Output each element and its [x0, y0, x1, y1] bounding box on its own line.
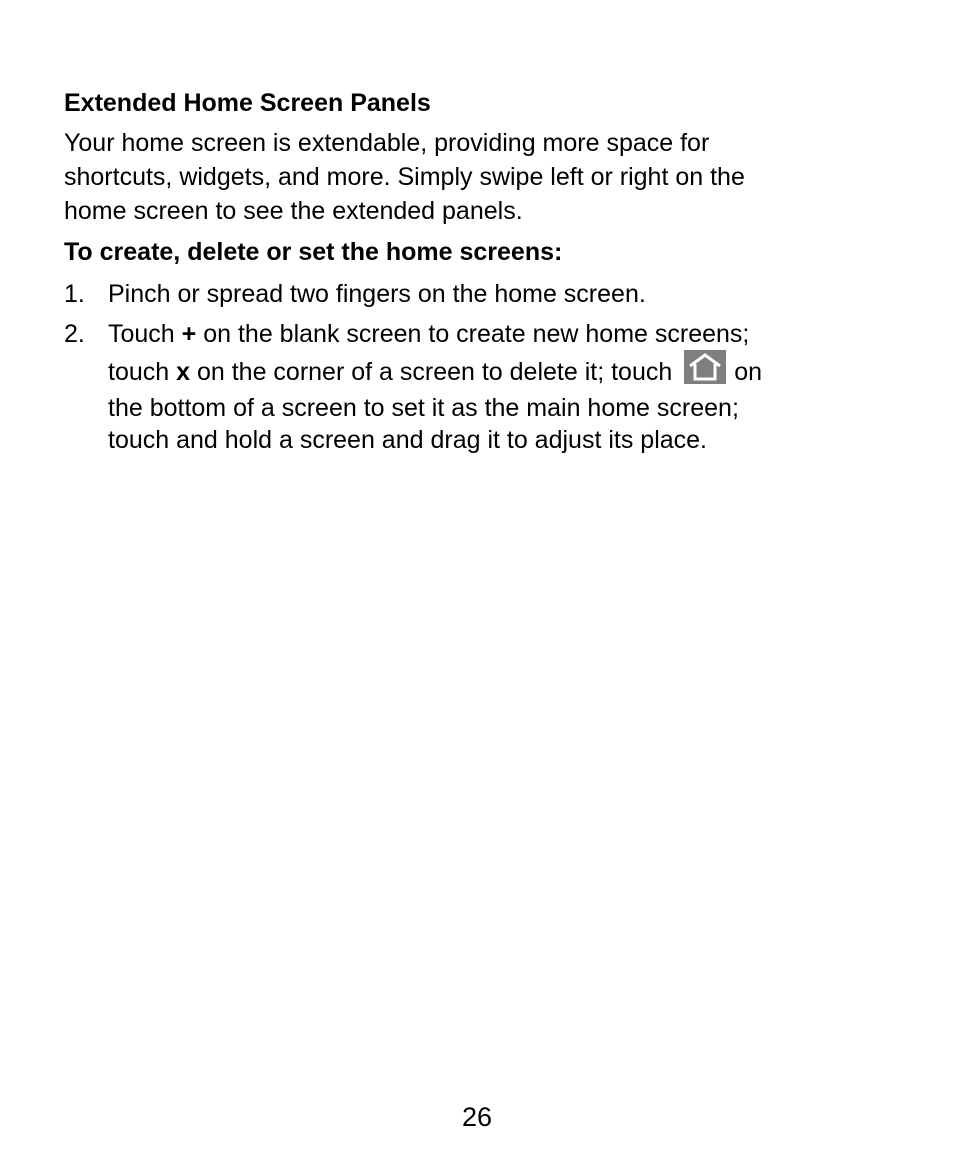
intro-line: Your home screen is extendable, providing more space for: [64, 129, 710, 157]
step-2: [64, 318, 864, 456]
step-1: [64, 278, 864, 310]
steps-list: [64, 278, 864, 456]
step-number: 2.: [64, 320, 85, 348]
step-text: Pinch or spread two fingers on the home screen.: [108, 280, 646, 308]
step-line-3: the bottom of a screen to set it as the main home screen;: [108, 394, 739, 422]
home-icon: [684, 350, 726, 384]
page-content: [64, 86, 864, 464]
step-text: touch: [108, 358, 177, 386]
section-title: Extended Home Screen Panels: [64, 89, 431, 117]
intro-line: home screen to see the extended panels.: [64, 197, 523, 225]
step-text: on: [734, 358, 763, 386]
step-text: Touch: [108, 320, 182, 348]
plus-symbol: +: [181, 320, 197, 348]
intro-paragraph: [64, 126, 864, 228]
step-number: 1.: [64, 280, 85, 308]
step-text: on the corner of a screen to delete it; touch: [190, 358, 673, 386]
x-symbol: x: [176, 358, 191, 386]
step-text: on the blank screen to create new home screens;: [196, 320, 750, 348]
step-line-2: [108, 350, 864, 392]
intro-line: shortcuts, widgets, and more. Simply swipe left or right on the: [64, 163, 745, 191]
step-line-4: touch and hold a screen and drag it to adjust its place.: [108, 426, 707, 454]
page-number: 26: [461, 1102, 493, 1132]
procedure-title: To create, delete or set the home screens:: [64, 238, 563, 266]
step-line-1: [108, 318, 864, 350]
